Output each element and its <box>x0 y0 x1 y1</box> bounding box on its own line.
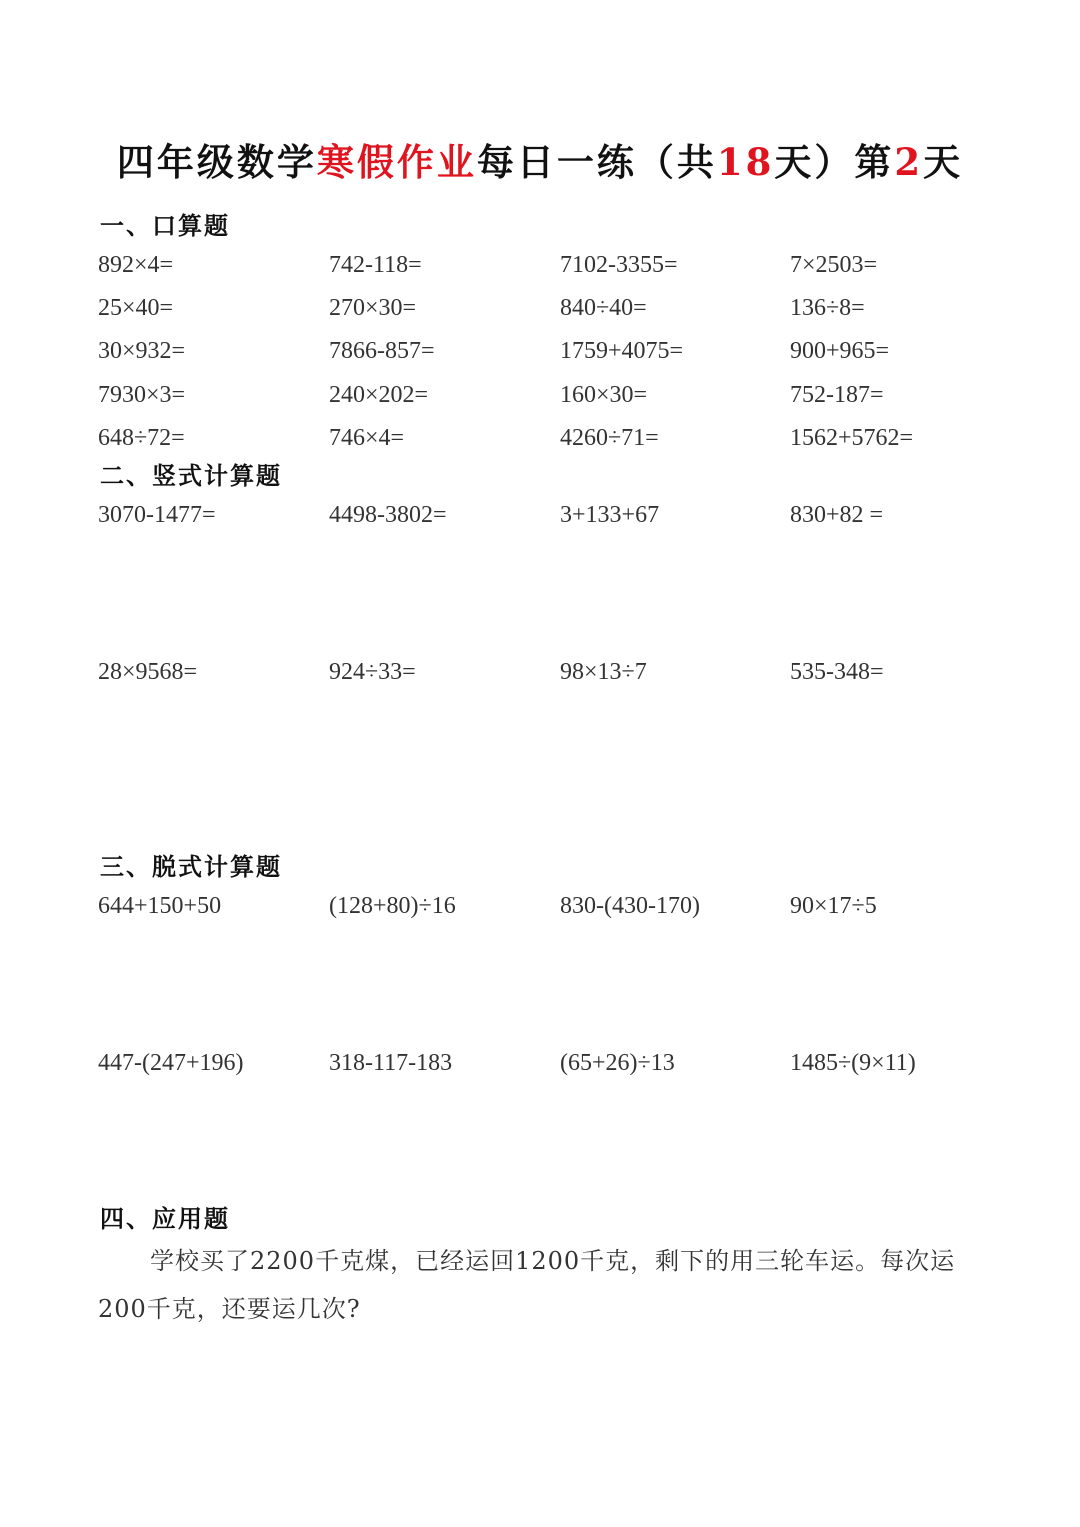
oral-problem: 240×202= <box>329 382 429 408</box>
oral-problem: 7102-3355= <box>560 252 678 278</box>
section-vertical-heading: 二、竖式计算题 <box>100 461 282 490</box>
stepwise-problem: 90×17÷5 <box>790 893 877 919</box>
stepwise-problem: 644+150+50 <box>98 893 222 919</box>
section-word-heading: 四、应用题 <box>100 1204 230 1233</box>
section-oral-heading: 一、口算题 <box>100 211 230 240</box>
title-total-days: 18 <box>716 140 775 184</box>
stepwise-row <box>98 893 1038 925</box>
section-stepwise-heading: 三、脱式计算题 <box>100 852 282 881</box>
oral-problem: 270×30= <box>329 295 417 321</box>
oral-problem: 25×40= <box>98 295 174 321</box>
oral-row <box>98 425 1038 457</box>
oral-problem: 160×30= <box>560 382 648 408</box>
page-title <box>0 132 1080 186</box>
stepwise-problem: (128+80)÷16 <box>329 893 456 919</box>
oral-problem: 7×2503= <box>790 252 878 278</box>
title-part: 每日一练（共 <box>476 140 717 184</box>
vertical-row <box>98 659 1038 691</box>
vertical-problem: 830+82 = <box>790 502 884 528</box>
stepwise-problem: 1485÷(9×11) <box>790 1050 916 1076</box>
vertical-problem: 28×9568= <box>98 659 198 685</box>
oral-problem: 136÷8= <box>790 295 865 321</box>
oral-problem: 892×4= <box>98 252 174 278</box>
oral-row <box>98 252 1038 284</box>
title-highlight: 寒假作业 <box>316 140 477 184</box>
oral-problem: 30×932= <box>98 338 186 364</box>
oral-problem: 7930×3= <box>98 382 186 408</box>
stepwise-row <box>98 1050 1038 1082</box>
oral-problem: 7866-857= <box>329 338 435 364</box>
oral-problem: 1562+5762= <box>790 425 914 451</box>
oral-problem: 742-118= <box>329 252 422 278</box>
title-day-number: 2 <box>894 140 924 184</box>
vertical-problem: 4498-3802= <box>329 502 447 528</box>
oral-problem: 648÷72= <box>98 425 185 451</box>
vertical-problem: 98×13÷7 <box>560 659 647 685</box>
oral-problem: 1759+4075= <box>560 338 684 364</box>
oral-row <box>98 338 1038 370</box>
stepwise-problem: (65+26)÷13 <box>560 1050 675 1076</box>
vertical-row <box>98 502 1038 534</box>
title-part: 四年级数学 <box>116 140 317 184</box>
vertical-problem: 3+133+67 <box>560 502 660 528</box>
word-problem <box>98 1237 978 1333</box>
vertical-problem: 535-348= <box>790 659 884 685</box>
oral-problem: 746×4= <box>329 425 405 451</box>
vertical-problem: 3070-1477= <box>98 502 216 528</box>
oral-problem: 900+965= <box>790 338 890 364</box>
title-part: 天 <box>923 140 964 184</box>
title-part: 天）第 <box>774 140 895 184</box>
oral-row <box>98 295 1038 327</box>
word-problem-text: 学校买了2200千克煤，已经运回1200千克，剩下的用三轮车运。每次运200千克，还要运几次? <box>98 1247 956 1323</box>
oral-row <box>98 382 1038 414</box>
oral-problem: 4260÷71= <box>560 425 659 451</box>
stepwise-problem: 830-(430-170) <box>560 893 700 919</box>
oral-problem: 752-187= <box>790 382 884 408</box>
stepwise-problem: 318-117-183 <box>329 1050 453 1076</box>
stepwise-problem: 447-(247+196) <box>98 1050 244 1076</box>
vertical-problem: 924÷33= <box>329 659 416 685</box>
oral-problem: 840÷40= <box>560 295 647 321</box>
